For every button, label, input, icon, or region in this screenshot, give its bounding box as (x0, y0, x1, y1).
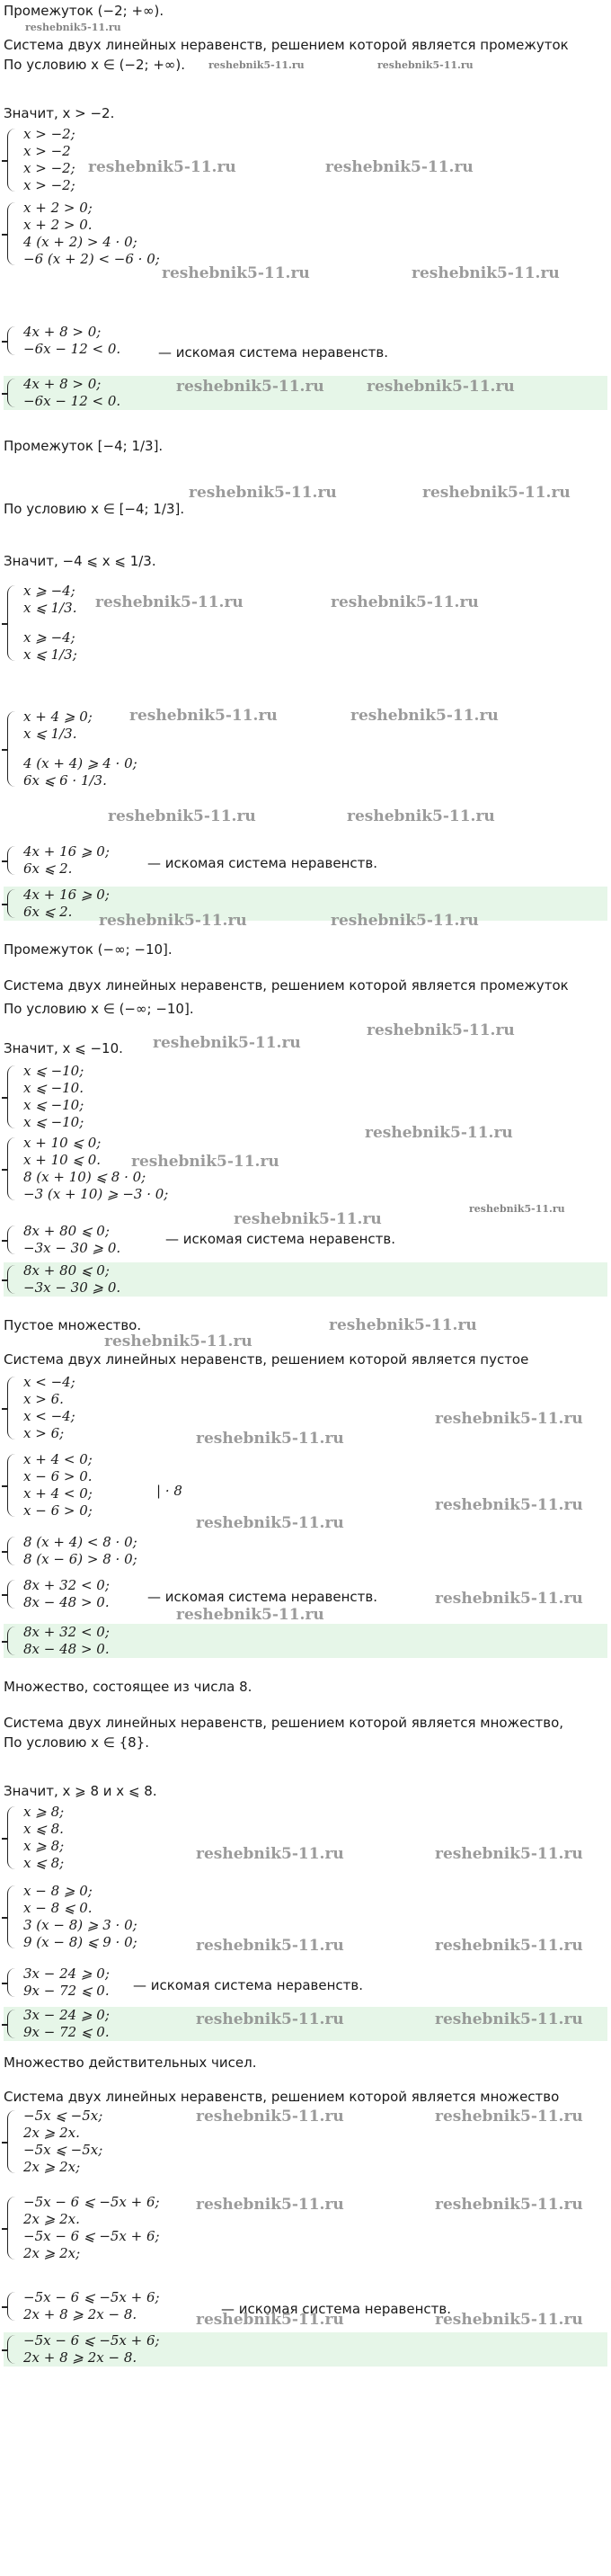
watermark: reshebnik5-11.ru (196, 2010, 344, 2028)
answer-note: — искомая система неравенств. (133, 1977, 364, 1993)
brace (7, 1065, 16, 1128)
inequality: −3x − 30 ⩾ 0. (23, 1240, 121, 1256)
inequality: −5x − 6 ⩽ −5x + 6; (23, 2289, 160, 2305)
inequality: 4x + 8 > 0; (23, 376, 102, 392)
brace (7, 1265, 16, 1294)
brace (7, 326, 16, 355)
brace (7, 1885, 16, 1948)
intro-text: Система двух линейных неравенств, решением которой является промежуток (4, 977, 569, 994)
inequality: 6x ⩽ 2. (23, 904, 73, 920)
brace (7, 379, 16, 407)
inequality: 9 (x − 8) ⩽ 9 · 0; (23, 1934, 137, 1950)
inequality: x < −4; (23, 1408, 75, 1424)
brace (7, 1537, 16, 1565)
inequality: x − 8 ⩽ 0. (23, 1900, 93, 1916)
inequality: 3x − 24 ⩾ 0; (23, 1965, 110, 1982)
inequality: x + 2 > 0; (23, 200, 93, 216)
watermark: reshebnik5-11.ru (25, 22, 121, 33)
system (4, 1135, 607, 1203)
inequality: x > 6; (23, 1425, 65, 1441)
inequality: −6x − 12 < 0. (23, 341, 121, 357)
inequality: 2x ⩾ 2x. (23, 2211, 80, 2227)
inequality: −5x − 6 ⩽ −5x + 6; (23, 2228, 160, 2244)
answer-note: — искомая система неравенств. (147, 855, 378, 871)
inequality: x ⩽ −10; (23, 1114, 84, 1130)
system (4, 583, 607, 664)
watermark: reshebnik5-11.ru (367, 1021, 515, 1039)
answer-system (4, 2332, 607, 2367)
answer-note: — искомая система неравенств. (221, 2301, 452, 2317)
brace (7, 585, 16, 661)
answer-note: — искомая система неравенств. (147, 1589, 378, 1605)
interval-heading: Множество действительных чисел. (4, 2055, 257, 2071)
inequality: 2x + 8 ⩾ 2x − 8. (23, 2306, 137, 2322)
watermark: reshebnik5-11.ru (331, 912, 479, 930)
interval-heading: Промежуток (−2; +∞). (4, 3, 164, 19)
condition-text: По условию x ∈ (−2; +∞). (4, 57, 186, 73)
brace (7, 129, 16, 192)
watermark: reshebnik5-11.ru (196, 1845, 344, 1863)
intro-text: Система двух линейных неравенств, решением которой является пустое (4, 1351, 529, 1368)
brace (7, 1454, 16, 1517)
system (4, 1063, 607, 1131)
inequality: −3x − 30 ⩾ 0. (23, 1279, 121, 1296)
interval-heading: Промежуток [−4; 1/3]. (4, 438, 164, 454)
watermark: reshebnik5-11.ru (208, 59, 305, 71)
watermark: reshebnik5-11.ru (367, 378, 515, 396)
answer-system (4, 887, 607, 921)
inequality: 4x + 16 ⩾ 0; (23, 887, 110, 903)
interval-heading: Множество, состоящее из числа 8. (4, 1679, 252, 1695)
brace (7, 2010, 16, 2038)
brace (7, 1627, 16, 1655)
thus-text: Значит, −4 ⩽ x ⩽ 1/3. (4, 553, 156, 569)
system (4, 709, 607, 789)
inequality: x ⩾ 8; (23, 1838, 65, 1854)
inequality: x − 6 > 0; (23, 1502, 93, 1519)
inequality: 2x + 8 ⩾ 2x − 8. (23, 2349, 137, 2366)
watermark: reshebnik5-11.ru (189, 484, 337, 502)
system (4, 1534, 607, 1568)
inequality: 8 (x − 6) > 8 · 0; (23, 1551, 137, 1567)
watermark: reshebnik5-11.ru (196, 1514, 344, 1532)
inequality: x ⩽ 1/3. (23, 600, 77, 616)
inequality: x > −2; (23, 160, 75, 176)
thus-text: Значит, x ⩽ −10. (4, 1040, 123, 1056)
inequality: x + 4 < 0; (23, 1485, 93, 1502)
inequality: 4x + 16 ⩾ 0; (23, 843, 110, 860)
inequality: 3x − 24 ⩾ 0; (23, 2007, 110, 2023)
condition-text: По условию x ∈ {8}. (4, 1734, 149, 1751)
inequality: 2x ⩾ 2x; (23, 2159, 81, 2175)
inequality: 8 (x + 10) ⩽ 8 · 0; (23, 1169, 146, 1185)
inequality: x ⩽ 8. (23, 1821, 64, 1837)
brace (7, 2292, 16, 2321)
watermark: reshebnik5-11.ru (435, 1845, 583, 1863)
watermark: reshebnik5-11.ru (435, 1496, 583, 1514)
watermark: reshebnik5-11.ru (196, 2311, 344, 2329)
inequality: x − 6 > 0. (23, 1468, 93, 1484)
brace (7, 1226, 16, 1254)
thus-text: Значит, x ⩾ 8 и x ⩽ 8. (4, 1783, 157, 1799)
watermark: reshebnik5-11.ru (435, 2196, 583, 2214)
watermark: reshebnik5-11.ru (108, 807, 256, 825)
inequality: 4x + 8 > 0; (23, 324, 102, 340)
watermark: reshebnik5-11.ru (95, 593, 244, 611)
watermark: reshebnik5-11.ru (435, 2311, 583, 2329)
inequality: x > −2; (23, 177, 75, 193)
inequality: 4 (x + 4) ⩾ 4 · 0; (23, 755, 137, 771)
inequality: x ⩽ 1/3. (23, 726, 77, 742)
brace (7, 2197, 16, 2260)
watermark: reshebnik5-11.ru (196, 1937, 344, 1955)
watermark: reshebnik5-11.ru (104, 1333, 252, 1350)
watermark: reshebnik5-11.ru (99, 912, 247, 930)
inequality: 8 (x + 4) < 8 · 0; (23, 1534, 137, 1550)
inequality: −6 (x + 2) < −6 · 0; (23, 251, 160, 267)
brace (7, 1377, 16, 1440)
inequality: 9x − 72 ⩽ 0. (23, 1983, 110, 1999)
inequality: x + 4 ⩾ 0; (23, 709, 93, 725)
thus-text: Значит, x > −2. (4, 105, 115, 121)
watermark: reshebnik5-11.ru (131, 1153, 279, 1171)
intro-text: Система двух линейных неравенств, решением которой является множество (4, 2089, 560, 2105)
brace (7, 202, 16, 265)
inequality: x > 6. (23, 1391, 64, 1407)
inequality: −5x ⩽ −5x; (23, 2142, 103, 2158)
intro-text: Система двух линейных неравенств, решением которой является множество, (4, 1715, 564, 1731)
brace (7, 711, 16, 787)
inequality: x ⩾ −4; (23, 629, 75, 646)
brace (7, 1806, 16, 1869)
inequality: x ⩽ −10; (23, 1097, 84, 1113)
answer-system (4, 1262, 607, 1297)
brace (7, 1580, 16, 1609)
watermark: reshebnik5-11.ru (435, 2010, 583, 2028)
watermark: reshebnik5-11.ru (435, 1410, 583, 1428)
inequality: x ⩽ −10. (23, 1080, 84, 1096)
inequality: x ⩾ 8; (23, 1804, 65, 1820)
watermark: reshebnik5-11.ru (435, 1937, 583, 1955)
inequality: 9x − 72 ⩽ 0. (23, 2024, 110, 2040)
brace (7, 1968, 16, 1997)
answer-note: — искомая система неравенств. (165, 1231, 396, 1247)
watermark: reshebnik5-11.ru (162, 264, 310, 282)
inequality: 3 (x − 8) ⩾ 3 · 0; (23, 1917, 137, 1933)
inequality: x + 10 ⩽ 0. (23, 1152, 102, 1168)
condition-text: По условию x ∈ (−∞; −10]. (4, 1001, 194, 1017)
watermark: reshebnik5-11.ru (469, 1203, 565, 1215)
watermark: reshebnik5-11.ru (234, 1210, 382, 1228)
watermark: reshebnik5-11.ru (422, 484, 571, 502)
answer-note: — искомая система неравенств. (158, 344, 389, 361)
watermark: reshebnik5-11.ru (347, 807, 495, 825)
intro-text: Система двух линейных неравенств, решением которой является промежуток (4, 37, 569, 53)
inequality: −5x ⩽ −5x; (23, 2108, 103, 2124)
inequality: 8x + 32 < 0; (23, 1577, 110, 1593)
condition-text: По условию x ∈ [−4; 1/3]. (4, 501, 185, 517)
system (4, 200, 607, 268)
watermark: reshebnik5-11.ru (329, 1316, 477, 1334)
watermark: reshebnik5-11.ru (412, 264, 560, 282)
inequality: −6x − 12 < 0. (23, 393, 121, 409)
answer-system (4, 1624, 607, 1658)
watermark: reshebnik5-11.ru (325, 158, 474, 176)
inequality: x − 8 ⩾ 0; (23, 1883, 93, 1899)
inequality: −3 (x + 10) ⩾ −3 · 0; (23, 1186, 169, 1202)
watermark: reshebnik5-11.ru (365, 1124, 513, 1142)
inequality: x + 4 < 0; (23, 1451, 93, 1467)
watermark: reshebnik5-11.ru (176, 378, 324, 396)
inequality: 8x − 48 > 0. (23, 1594, 110, 1610)
inequality: 2x ⩾ 2x. (23, 2125, 80, 2141)
watermark: reshebnik5-11.ru (377, 59, 474, 71)
inequality: 8x + 32 < 0; (23, 1624, 110, 1640)
inequality: 2x ⩾ 2x; (23, 2245, 81, 2261)
brace (7, 1137, 16, 1200)
brace (7, 846, 16, 875)
inequality: x ⩽ 8; (23, 1855, 65, 1871)
watermark: reshebnik5-11.ru (196, 2196, 344, 2214)
inequality: 8x + 80 ⩽ 0; (23, 1262, 110, 1279)
inequality: 8x + 80 ⩽ 0; (23, 1223, 110, 1239)
inequality: −5x − 6 ⩽ −5x + 6; (23, 2194, 160, 2210)
watermark: reshebnik5-11.ru (176, 1606, 324, 1624)
watermark: reshebnik5-11.ru (435, 2108, 583, 2126)
brace (7, 889, 16, 918)
watermark: reshebnik5-11.ru (350, 707, 499, 725)
watermark: reshebnik5-11.ru (129, 707, 278, 725)
inequality: x ⩽ −10; (23, 1063, 84, 1079)
watermark: reshebnik5-11.ru (196, 1430, 344, 1448)
brace (7, 2335, 16, 2364)
watermark: reshebnik5-11.ru (435, 1590, 583, 1608)
watermark: reshebnik5-11.ru (153, 1034, 301, 1052)
multiplier-note: | · 8 (156, 1483, 182, 1499)
inequality: x ⩽ 1/3; (23, 646, 77, 663)
inequality: x ⩾ −4; (23, 583, 75, 599)
inequality: x > −2 (23, 143, 71, 159)
inequality: x + 10 ⩽ 0; (23, 1135, 102, 1151)
inequality: 4 (x + 2) > 4 · 0; (23, 234, 137, 250)
inequality: −5x − 6 ⩽ −5x + 6; (23, 2332, 160, 2349)
inequality: x < −4; (23, 1374, 75, 1390)
interval-heading: Пустое множество. (4, 1317, 142, 1333)
watermark: reshebnik5-11.ru (88, 158, 236, 176)
watermark: reshebnik5-11.ru (196, 2108, 344, 2126)
inequality: x + 2 > 0. (23, 217, 93, 233)
brace (7, 2110, 16, 2173)
inequality: 6x ⩽ 2. (23, 860, 73, 877)
inequality: 6x ⩽ 6 · 1/3. (23, 772, 107, 789)
watermark: reshebnik5-11.ru (331, 593, 479, 611)
inequality: x > −2; (23, 126, 75, 142)
inequality: 8x − 48 > 0. (23, 1641, 110, 1657)
interval-heading: Промежуток (−∞; −10]. (4, 941, 173, 958)
